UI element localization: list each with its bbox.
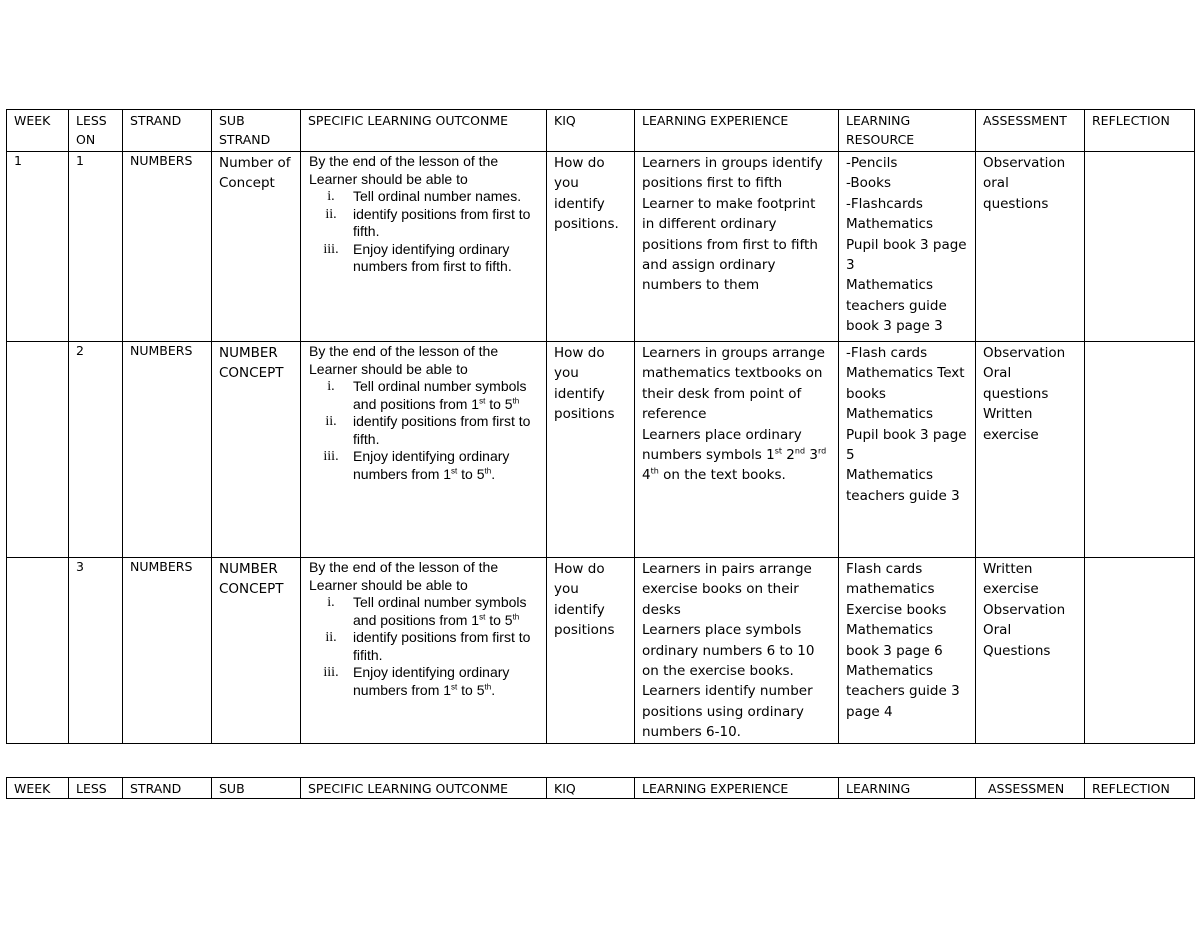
assessment-cell — [976, 152, 1085, 342]
header-slo: SPECIFIC LEARNING OUTCONME — [301, 110, 547, 152]
header-resource: LEARNING — [839, 778, 976, 799]
header-row — [7, 778, 1195, 799]
ordinal-suffix: rd — [817, 446, 827, 456]
resource-item: Mathematics Pupil book 3 page 3 — [846, 216, 967, 274]
assessment-item: Written exercise — [983, 406, 1039, 443]
experience-cell — [635, 342, 839, 558]
slo-item — [309, 206, 542, 241]
slo-item-text: Tell ordinal number names. — [353, 188, 522, 204]
slo-item — [309, 188, 542, 206]
slo-item — [309, 378, 542, 413]
header-row — [7, 110, 1195, 152]
resource-cell — [839, 152, 976, 342]
ordinal-suffix: st — [479, 395, 486, 405]
experience-cell: Learners in groups identify positions first to fifth Learner to make footprint in different ordinary positions from first to fifth and assign ordinary numbers to them — [635, 152, 839, 342]
strand-cell: NUMBERS — [123, 152, 212, 342]
header-assessment: ASSESSMENT — [976, 110, 1085, 152]
ordinal-suffix: th — [484, 681, 492, 691]
header-slo: SPECIFIC LEARNING OUTCONME — [301, 778, 547, 799]
assessment-cell — [976, 558, 1085, 744]
assessment-item: Observation — [983, 601, 1066, 618]
resource-item: Mathematics book 3 page 6 — [846, 622, 943, 659]
kiq-cell: How do you identify positions — [547, 342, 635, 558]
header-reflection: REFLECTION — [1085, 778, 1195, 799]
ordinal-suffix: nd — [794, 446, 806, 456]
scheme-of-work-table-continued — [6, 777, 1195, 799]
ordinal-suffix: th — [512, 395, 520, 405]
slo-cell — [301, 342, 547, 558]
slo-item-text: identify positions from first to fifith. — [353, 629, 531, 663]
table-row — [7, 152, 1195, 342]
slo-intro: By the end of the lesson of the Learner should be able to — [309, 559, 499, 593]
week-cell: 1 — [7, 152, 69, 342]
ordinal-suffix: th — [512, 611, 520, 621]
resource-item: -Pencils — [846, 155, 898, 171]
slo-item-number: iii. — [323, 449, 339, 464]
strand-cell: NUMBERS — [123, 558, 212, 744]
resource-item: -Books — [846, 175, 892, 192]
assessment-item: Written exercise — [983, 561, 1039, 598]
header-week: WEEK — [7, 110, 69, 152]
ordinal-suffix: st — [451, 465, 458, 475]
header-strand: STRAND — [123, 778, 212, 799]
slo-item — [309, 664, 542, 699]
assessment-item: Oral — [983, 622, 1012, 639]
resource-cell — [839, 558, 976, 744]
assessment-item: Questions — [983, 642, 1051, 659]
slo-item-text: Enjoy identifying ordinary numbers from 1st to 5th. — [353, 448, 510, 482]
slo-item-text: identify positions from first to fifth. — [353, 413, 531, 447]
week-cell — [7, 342, 69, 558]
sub-strand-cell: NUMBER CONCEPT — [212, 342, 301, 558]
experience-item: Learners in pairs arrange exercise books on their desks — [642, 561, 812, 618]
slo-item — [309, 413, 542, 448]
slo-item-text: Enjoy identifying ordinary numbers from first to fifth. — [353, 240, 512, 274]
slo-item-text: identify positions from first to fifth. — [353, 205, 531, 239]
sub-strand-cell: NUMBER CONCEPT — [212, 558, 301, 744]
header-lesson: LESS ON — [69, 110, 123, 152]
lesson-cell: 3 — [69, 558, 123, 744]
header-strand: STRAND — [123, 110, 212, 152]
slo-item-number: ii. — [325, 414, 337, 429]
header-week: WEEK — [7, 778, 69, 799]
week-cell — [7, 558, 69, 744]
slo-item-number: i. — [327, 189, 335, 204]
slo-item-text: Tell ordinal number symbols and positions from 1st to 5th — [353, 378, 527, 412]
header-experience: LEARNING EXPERIENCE — [635, 778, 839, 799]
ordinal-suffix: st — [479, 611, 486, 621]
header-sub-strand: SUB STRAND — [212, 110, 301, 152]
ordinal-suffix: st — [774, 446, 782, 456]
experience-item: Learners identify number positions using ordinary numbers 6-10. — [642, 683, 813, 741]
slo-item-number: iii. — [323, 241, 339, 257]
slo-item-number: i. — [327, 379, 335, 394]
slo-item-text: Tell ordinal number symbols and positions from 1st to 5th — [353, 594, 527, 628]
resource-item: Exercise books — [846, 601, 947, 618]
slo-item — [309, 629, 542, 664]
reflection-cell — [1085, 342, 1195, 558]
resource-item: Mathematics teachers guide book 3 page 3 — [846, 277, 947, 335]
resource-item: Mathematics teachers guide 3 — [846, 467, 960, 504]
header-sub-strand: SUB — [212, 778, 301, 799]
sub-strand-cell: Number of Concept — [212, 152, 301, 342]
experience-item: Learners place ordinary numbers symbols 1st 2nd 3rd 4th on the text books. — [642, 426, 827, 484]
resource-item: Mathematics teachers guide 3 page 4 — [846, 663, 960, 720]
experience-item: Learners place symbols ordinary numbers 6 to 10 on the exercise books. — [642, 622, 815, 680]
scheme-of-work-table — [6, 109, 1195, 744]
slo-item — [309, 241, 542, 276]
resource-item: Flash cards mathematics — [846, 561, 935, 598]
slo-item — [309, 448, 542, 483]
slo-cell — [301, 558, 547, 744]
resource-cell — [839, 342, 976, 558]
header-reflection: REFLECTION — [1085, 110, 1195, 152]
header-assessment: ASSESSMEN — [976, 778, 1085, 799]
resource-item: -Flash cards — [846, 345, 928, 361]
experience-cell — [635, 558, 839, 744]
resource-item: -Flashcards — [846, 195, 923, 212]
header-resource: LEARNING RESOURCE — [839, 110, 976, 152]
header-kiq: KIQ — [547, 778, 635, 799]
kiq-cell: How do you identify positions — [547, 558, 635, 744]
slo-intro: By the end of the lesson of the Learner should be able to — [309, 343, 499, 377]
lesson-cell: 1 — [69, 152, 123, 342]
table-row — [7, 558, 1195, 744]
ordinal-suffix: th — [650, 466, 659, 476]
header-lesson: LESS — [69, 778, 123, 799]
experience-item: Learners in groups arrange mathematics textbooks on their desk from point of reference — [642, 345, 825, 423]
slo-item-number: ii. — [325, 630, 337, 645]
resource-item: Mathematics Text books — [846, 365, 965, 402]
resource-item: Mathematics Pupil book 3 page 5 — [846, 406, 967, 464]
slo-item-number: i. — [327, 595, 335, 610]
slo-item-text: Enjoy identifying ordinary numbers from 1st to 5th. — [353, 664, 510, 698]
table-row — [7, 342, 1195, 558]
strand-cell: NUMBERS — [123, 342, 212, 558]
assessment-item: Oral questions — [983, 365, 1049, 402]
slo-item — [309, 594, 542, 629]
slo-cell — [301, 152, 547, 342]
assessment-item: Observation — [983, 345, 1066, 361]
ordinal-suffix: th — [484, 465, 492, 475]
header-kiq: KIQ — [547, 110, 635, 152]
slo-intro: By the end of the lesson of the Learner should be able to — [309, 153, 499, 187]
lesson-cell: 2 — [69, 342, 123, 558]
assessment-cell — [976, 342, 1085, 558]
reflection-cell — [1085, 152, 1195, 342]
header-experience: LEARNING EXPERIENCE — [635, 110, 839, 152]
reflection-cell — [1085, 558, 1195, 744]
slo-item-number: ii. — [325, 206, 337, 222]
assessment-item: Observation oral questions — [983, 155, 1066, 212]
ordinal-suffix: st — [451, 681, 458, 691]
kiq-cell: How do you identify positions. — [547, 152, 635, 342]
slo-item-number: iii. — [323, 665, 339, 680]
